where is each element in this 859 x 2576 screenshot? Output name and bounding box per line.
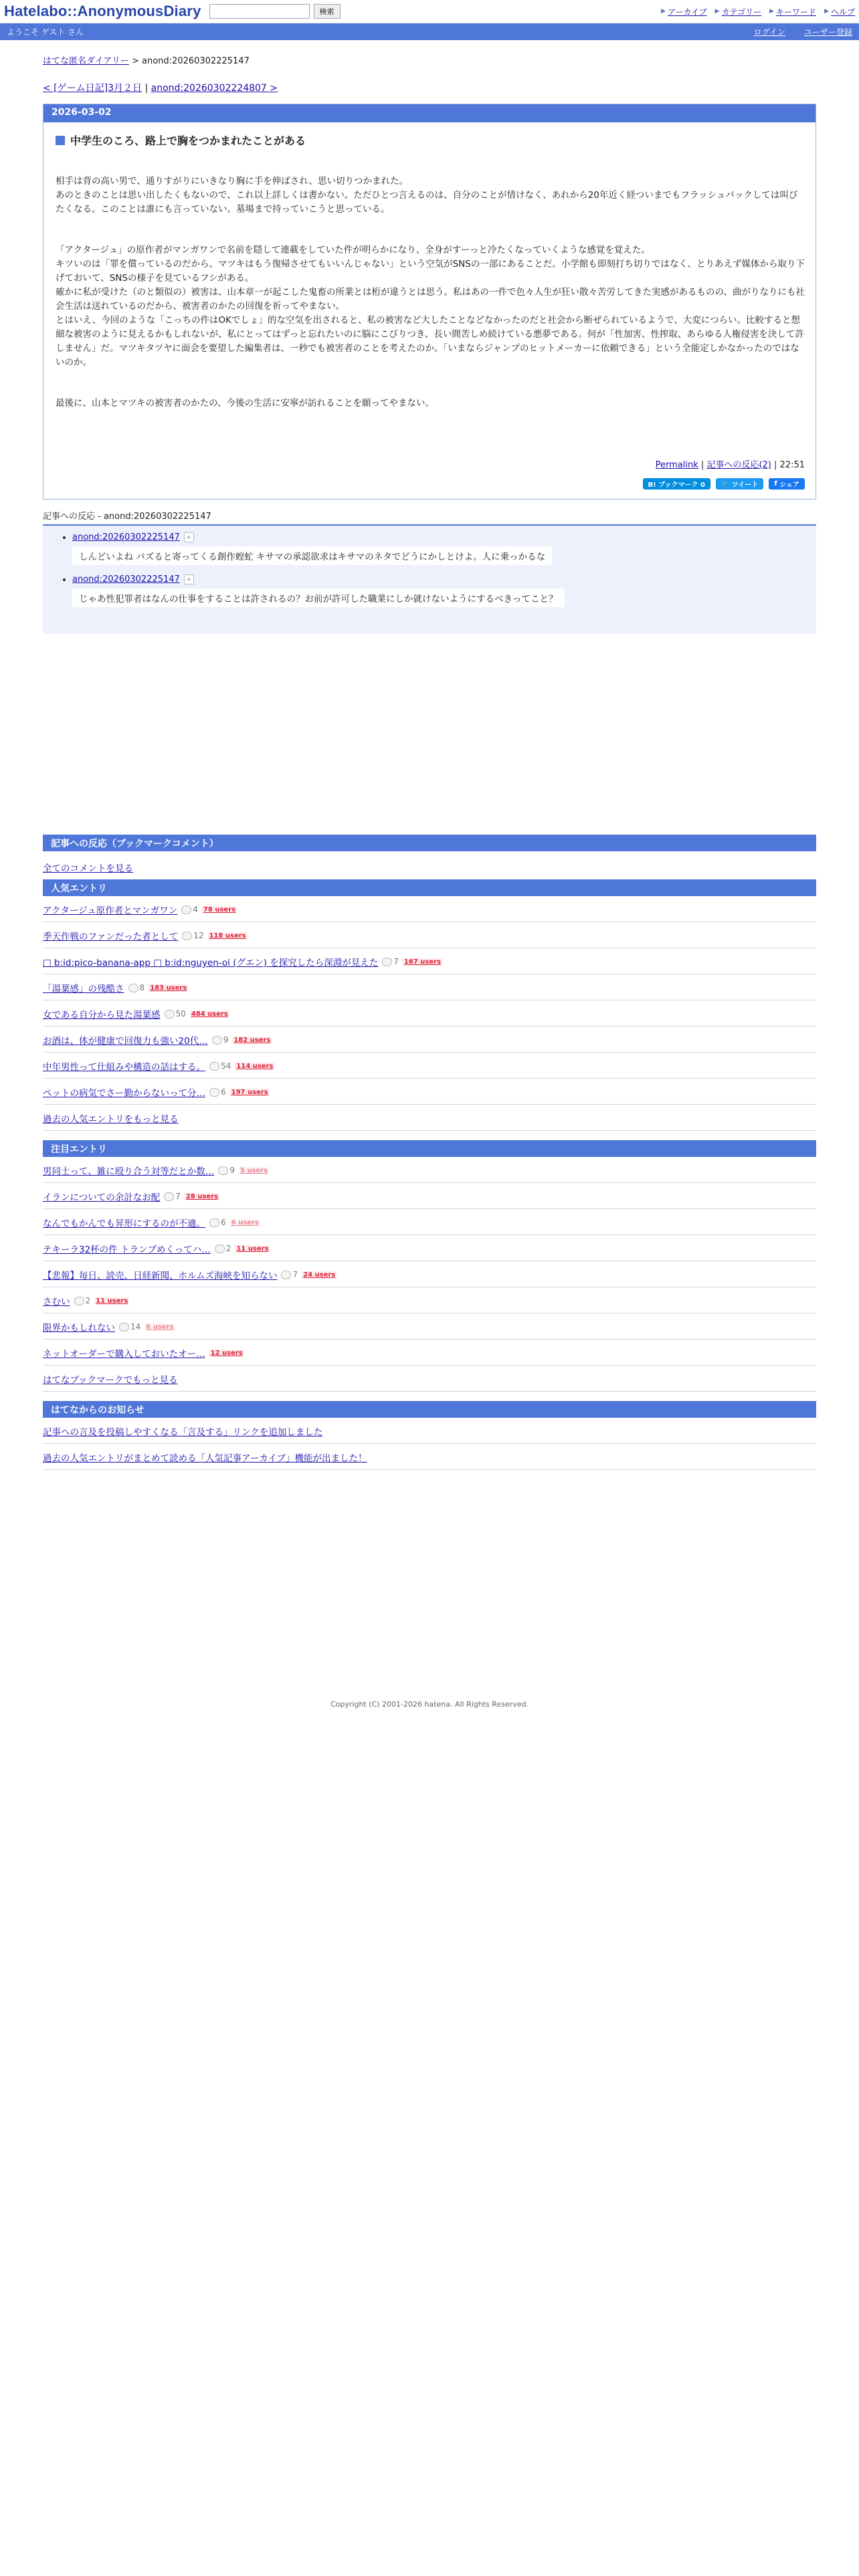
users-badge[interactable]: 118 users [209,932,246,940]
hatena-bookmark-button[interactable]: B! ブックマーク 0 [643,478,710,490]
list-item [43,1287,816,1313]
comment-bubble-icon [128,984,138,992]
entry-link[interactable]: お酒は、体が健康で回復力も強い20代… [43,1036,208,1047]
entry-link[interactable]: 男同士って、雑に殴り合う対等だとか数… [43,1166,215,1177]
entry-link[interactable]: ペットの病気でさー勤からないって分… [43,1088,205,1099]
users-badge[interactable]: 24 users [303,1271,336,1279]
bookmark-comments-heading: 記事への反応（ブックマークコメント） [43,835,816,851]
list-item [43,1209,816,1235]
comment-bubble-icon [209,1062,219,1071]
reaction-id-link[interactable]: • anond:20260302225147 [72,574,180,584]
entry-link[interactable]: 中年男性って仕組みや構造の話はする。 [43,1062,205,1073]
featured-heading: 注目エントリ [43,1140,816,1157]
comment-count-value: 6 [221,1218,226,1227]
list-item [43,1079,816,1105]
comment-bubble-icon [382,958,392,966]
comment-count-value: 7 [175,1192,181,1201]
reactions-label: 記事への反応 - anond:20260302225147 [43,509,816,526]
users-badge[interactable]: 484 users [191,1010,228,1018]
entry-body [43,175,816,411]
comment-count-value: 8 [139,983,145,992]
news-link[interactable]: 過去の人気エントリがまとめて読める「人気記事アーカイブ」機能が出ました！ [43,1453,367,1464]
entry-link[interactable]: アクタージュ原作者とマンガワン [43,905,178,916]
comment-count-value: 9 [229,1166,235,1175]
list-item [43,948,816,974]
prev-next-nav [43,81,816,94]
entry-paragraph: あのときのことは思い出したくもないので、これ以上詳しくは書かない。ただひとつ言えるのは、自分のことが情けなく、あれから20年近く経ついまでもフラッシュバックしては叫びたくなる。このことは誰にも言っていない。墓場まで持っていこうと思っている。 [56,190,798,215]
comment-count-value: 7 [393,957,399,966]
triangle-icon: ▶ [769,8,775,15]
comment-bubble-icon [181,905,191,914]
entry-link[interactable]: 「湯葉感」の残酷さ [43,984,124,994]
comment-count [281,1270,298,1279]
users-badge[interactable]: 6 users [231,1218,259,1226]
entry-box [43,104,816,500]
ad-space [43,634,816,835]
reaction-id-link[interactable]: • anond:20260302225147 [72,532,180,542]
comment-count [181,905,198,914]
list-item [43,1235,816,1261]
reactions-box [43,526,816,634]
tweet-button[interactable] [716,478,763,490]
entry-link[interactable]: 女である自分から見た湯葉感 [43,1010,161,1021]
register-link[interactable]: ユーザー登録 [803,27,852,37]
comment-count-value: 9 [223,1035,229,1045]
nav-archive-link[interactable]: アーカイブ [667,7,707,17]
next-entry-link[interactable]: anond:20260302224807 > [151,83,278,94]
reaction-item [72,574,816,607]
login-link[interactable]: ログイン [753,27,785,37]
comment-count-value: 2 [85,1296,91,1305]
entry-link[interactable]: ネットオーダーで購入しておいたオー… [43,1349,205,1360]
entry-paragraph: 確かに私が受けた（のと類似の）被害は、山本章一が起こした鬼畜の所業とは桁が違うとは思う。私はあの一件で色々人生が狂い散々苦労してきた実感があるものの、曲がりなりにも社会生活は送れているのだから、被害者のかたの回復を祈ってやまない。 [56,287,805,312]
entry-link[interactable]: イランについての余計なお配 [43,1192,161,1203]
list-item [43,1105,816,1131]
breadcrumb-current: anond:20260302225147 [142,56,250,66]
comment-count [164,1192,181,1201]
nav-keyword[interactable] [769,6,816,17]
comment-count [74,1296,91,1305]
users-badge[interactable]: 183 users [150,984,187,992]
comment-count [128,983,145,992]
welcome-text: ようこそ ゲスト さん [7,27,84,37]
prev-next-separator: | [142,83,151,94]
users-badge[interactable]: 28 users [185,1192,219,1200]
users-badge[interactable]: 5 users [240,1166,268,1174]
users-badge[interactable]: 12 users [210,1349,243,1357]
search-form [209,4,341,19]
nav-category-link[interactable]: カテゴリー [721,7,762,17]
entry-link[interactable]: 限界かもしれない [43,1323,115,1333]
users-badge[interactable]: 167 users [403,958,442,966]
list-item [43,1313,816,1339]
list-item [43,1444,816,1470]
comment-bubble-icon [218,1166,228,1175]
popular-heading: 人気エントリ [43,879,816,896]
nav-keyword-link[interactable]: キーワード [776,7,817,17]
triangle-icon: ▶ [824,8,829,15]
facebook-icon: f [774,480,780,488]
entry-paragraph: キツいのは「罪を償っているのだから、マツキはもう復帰させてもいいんじゃない」という空気がSNSの一部にあることだ。小学館も即刻打ち切りではなく、とりあえず媒体から取り下げておいて、SNSの様子を見ているフシがある。 [56,259,805,284]
list-item [43,896,816,922]
comment-count-value: 14 [130,1322,141,1331]
list-item [43,974,816,1000]
list-item [43,1027,816,1053]
comment-count-value: 50 [175,1009,186,1018]
comment-count [209,1218,226,1227]
comment-count [119,1322,140,1331]
users-badge[interactable]: 6 users [146,1323,174,1331]
main-content [43,53,816,1470]
comment-count-value: 4 [193,905,198,914]
list-item [43,1261,816,1287]
entry-link[interactable]: テキーラ32杯の件 トランプめくってハ… [43,1245,211,1255]
comment-count [209,1061,231,1071]
news-list [43,1418,816,1470]
nav-category[interactable] [715,6,761,17]
entry-time: 22:51 [779,460,805,470]
comment-count-value: 54 [221,1061,231,1071]
comment-bubble-icon [119,1323,129,1331]
permalink-link[interactable]: Permalink [655,460,698,470]
entry-paragraph: 相手は背の高い男で、通りすがりにいきなり胸に手を伸ばされ、思い切りつかまれた。 [56,176,409,187]
entry-link[interactable]: なんでもかんでも昇形にするのが不適。 [43,1218,205,1229]
comment-count-value: 6 [221,1087,226,1097]
popular-list [43,896,816,1131]
square-bullet-icon [56,136,65,145]
comment-count-value: 2 [225,1244,231,1253]
comment-bubble-icon [164,1192,174,1201]
comment-count-value: 12 [193,931,204,940]
entry-title [56,132,807,148]
list-item [43,1157,816,1183]
entry-paragraph: 「アクタージュ」の原作者がマンガワンで名前を隠して連載をしていた件が明らかになり、全身がすーっと冷たくなっていくような感覚を覚えた。 [56,245,650,255]
reaction-text: しんどいよね バズると寄ってくる創作蝗虻 キサマの承認欲求はキサマのネタでどうにかしとけよ。人に乗っかるな [72,546,552,565]
nav-help-link[interactable]: ヘルプ [830,7,855,17]
entry-date: 2026-03-02 [43,104,816,122]
top-bar [0,0,859,23]
list-item [43,1000,816,1027]
entry-paragraph: とはいえ、今回のような「こっちの件はOKでしょ」的な空気を出されると、私の被害など大したことなどなかったのだと社会から断ぜられているようで、大変につらい。比較すると想細な被害のように見えるかもしれないが、私にとってはずっと忘れたいのに脳にこびりつき、長い間苦しめ続けている悪夢である。何が「性加害、性搾取、あらゆる人権侵害を決して許しません」だ。マツキタツヤに面会を要望した編集者は、一秒でも被害者のことを考えたのか。「いまならジャンプのヒットメーカーに依頼できる」という全能定しかなかったのではないのか。 [56,315,804,368]
reactions-link[interactable]: 記事への反応(2) [706,460,771,470]
reaction-text: じゃあ性犯罪者はなんの仕事をすることは許されるの？お前が許可した職業にしか就けないようにするべきってこと？ [72,588,565,607]
users-badge[interactable]: 182 users [233,1036,271,1044]
comment-count [212,1035,229,1045]
comment-bubble-icon [165,1010,175,1018]
list-item [43,1183,816,1209]
users-badge[interactable]: 11 users [236,1245,269,1253]
entry-paragraph: 最後に、山本とマツキの被害者のかたの、今後の生活に安寧が訪れることを願ってやまない。 [56,398,435,409]
all-comments-link[interactable]: 全てのコメントを見る [43,863,133,874]
entry-link[interactable]: 季天作戦のファンだった者として [43,932,179,942]
list-item [43,1339,816,1366]
comment-bubble-icon [74,1297,84,1305]
list-item [43,1366,816,1392]
comment-bubble-icon [212,1036,222,1045]
news-link[interactable]: 記事への言及を投稿しやすくなる「言及する」リンクを追加しました [43,1427,323,1438]
comment-count [209,1087,226,1097]
triangle-icon: ▶ [661,8,666,15]
search-input[interactable] [209,4,310,19]
comment-count [165,1009,186,1018]
facebook-share-button[interactable] [769,478,805,490]
comment-count-value: 7 [292,1270,298,1279]
users-badge[interactable]: 11 users [96,1297,128,1305]
comment-bubble-icon [281,1271,291,1279]
breadcrumb-root[interactable]: はてな匿名ダイアリー [43,56,129,66]
copyright: Copyright (C) 2001-2026 hatena. All Rights Reserved. [330,1700,529,1709]
entry-title-text: 中学生のころ、路上で胸をつかまれたことがある [70,134,306,147]
comment-count [182,931,203,940]
news-heading: はてなからのお知らせ [43,1401,816,1418]
featured-list [43,1157,816,1392]
reaction-item [72,532,816,565]
expand-icon[interactable]: + [184,532,194,542]
expand-icon[interactable]: + [184,574,194,584]
comment-bubble-icon [215,1245,225,1253]
facebook-label: シェア [779,481,799,489]
share-buttons [43,470,816,499]
more-bookmarks-link[interactable]: はてなブックマークでもっと見る [43,1375,178,1386]
welcome-bar [0,23,859,40]
entry-link[interactable]: □ b:id:pico-banana-app □ b:id:nguyen-oi (グエン) を探究したら深淵が見えた [43,958,379,968]
entry-link[interactable]: 【悲報】毎日、読売、日経新聞、ホルムズ海峡を知らない [43,1271,278,1281]
tweet-label: ツイート [731,481,759,489]
list-item [43,1053,816,1079]
entry-footer: Permalink | 記事への反応(2) | 22:51 [655,460,805,470]
breadcrumb [43,53,816,66]
more-popular-link[interactable]: 過去の人気エントリをもっと見る [43,1114,179,1125]
entry-link[interactable]: さむい [43,1297,70,1307]
top-nav [661,6,855,17]
comment-count [382,957,399,966]
search-button[interactable]: 検索 [314,4,341,19]
users-badge[interactable]: 78 users [203,905,236,914]
prev-entry-link[interactable]: < [ゲーム日記]3月２日 [43,83,142,94]
users-badge[interactable]: 197 users [231,1088,268,1096]
nav-archive[interactable] [661,6,707,17]
site-logo[interactable]: Hatelabo::AnonymousDiary [4,3,201,19]
bird-icon: 🐦 [721,480,732,488]
comment-bubble-icon [182,932,192,940]
triangle-icon: ▶ [714,8,720,15]
list-item [43,922,816,948]
comment-count [215,1244,231,1253]
nav-help[interactable] [824,6,855,17]
comment-bubble-icon [209,1218,219,1227]
users-badge[interactable]: 114 users [236,1062,274,1070]
comment-bubble-icon [209,1088,219,1097]
comment-count [218,1166,235,1175]
breadcrumb-separator: > [128,56,142,66]
list-item [43,1418,816,1444]
